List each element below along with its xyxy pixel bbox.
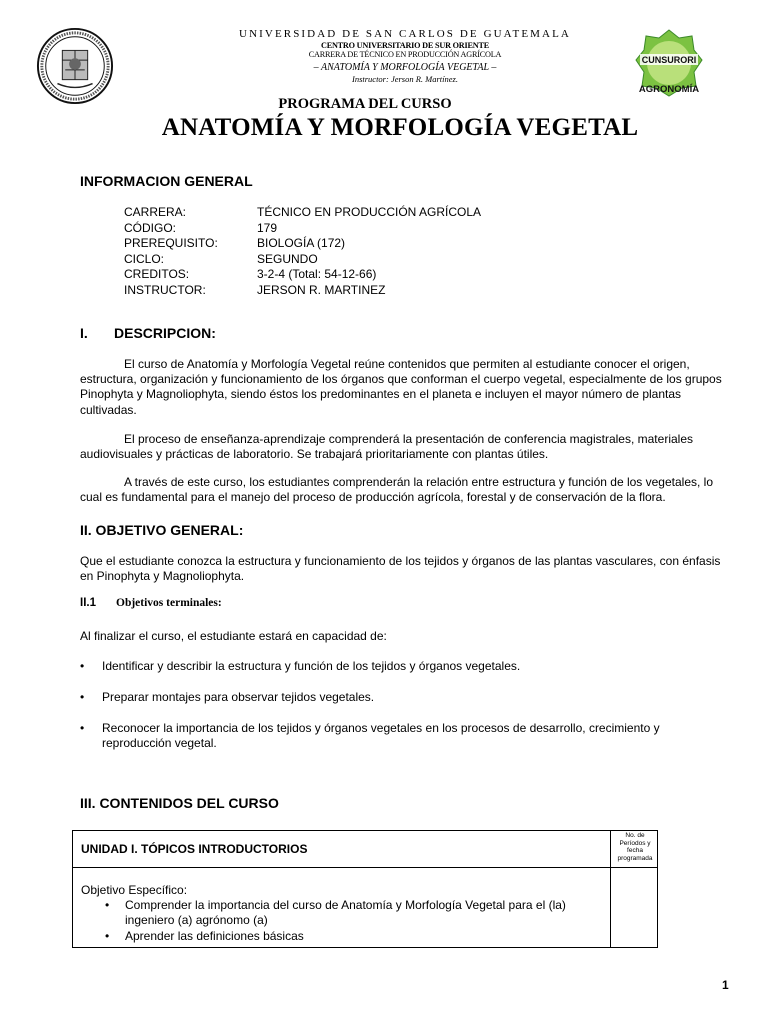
description-paragraph: A través de este curso, los estudiantes comprenderán la relación entre estructura y función de los vegetales, lo cual es fundamental para el manejo del proceso de producción agrícola, forestal y de conservación de la flora. (80, 475, 713, 505)
instructor-header: Instructor: Jerson R. Martínez. (351, 74, 458, 84)
center-name: CENTRO UNIVERSITARIO DE SUR ORIENTE (320, 41, 489, 50)
info-key: CARRERA: (124, 205, 187, 219)
info-value: 179 (257, 220, 278, 235)
university-name: UNIVERSIDAD DE SAN CARLOS DE GUATEMALA (239, 28, 571, 40)
info-value: BIOLOGÍA (172) (257, 236, 346, 250)
unit-title: UNIDAD I. TÓPICOS INTRODUCTORIOS (81, 842, 308, 856)
table-divider (73, 867, 657, 868)
subsection-title: Objetivos terminales: (116, 597, 222, 609)
contents-heading: III. CONTENIDOS DEL CURSO (80, 795, 279, 811)
info-key: CREDITOS: (124, 267, 190, 281)
logo-text-bottom: AGRONOMÍA (638, 84, 700, 95)
info-key: CICLO: (124, 251, 165, 266)
info-row-ciclo (124, 252, 481, 268)
info-key: CÓDIGO: (124, 220, 177, 235)
general-info-heading: INFORMACION GENERAL (80, 173, 253, 189)
section-title: DESCRIPCION: (114, 325, 216, 341)
list-item (80, 659, 720, 674)
logo-text-top: CUNSURORI (641, 55, 697, 65)
section-number: I. (80, 325, 88, 341)
program-label: PROGRAMA DEL CURSO (278, 96, 452, 112)
info-key: INSTRUCTOR: (124, 282, 206, 297)
info-value: 3-2-4 (Total: 54-12-66) (257, 267, 377, 281)
career-name: CARRERA DE TÉCNICO EN PRODUCCIÓN AGRÍCOLA (308, 50, 502, 59)
info-value: SEGUNDO (257, 251, 318, 266)
periods-header: No. de Períodos y fecha programada (617, 832, 653, 862)
table-list-item-text: Aprender las definiciones básicas (125, 929, 304, 943)
subsection-number: II.1 (80, 597, 96, 609)
bullet-icon: • (105, 898, 110, 912)
general-info-list (124, 205, 481, 298)
unit-table (72, 830, 658, 948)
info-row-carrera (124, 205, 481, 221)
table-list-item-text: Comprender la importancia del curso de Anatomía y Morfología Vegetal para el (la) ingeniero (a) agrónomo (a) (125, 898, 566, 928)
info-value: TÉCNICO EN PRODUCCIÓN AGRÍCOLA (257, 205, 482, 219)
info-row-creditos (124, 267, 481, 283)
bullet-icon: • (80, 690, 85, 704)
list-item (80, 690, 720, 705)
info-row-instructor (124, 283, 481, 299)
table-list-item (105, 898, 605, 928)
list-item (80, 721, 720, 751)
bullet-icon: • (105, 929, 110, 943)
course-header: – ANATOMÍA Y MORFOLOGÍA VEGETAL – (313, 62, 497, 73)
info-key: PREREQUISITO: (124, 236, 218, 250)
info-value: JERSON R. MARTINEZ (257, 282, 386, 297)
university-seal-icon (36, 27, 114, 105)
description-heading (80, 325, 216, 341)
objective-text: Que el estudiante conozca la estructura y funcionamiento de los tejidos y órganos de las plantas vasculares, con énfasis en Pinophyta y Magnoliophyta. (80, 554, 721, 584)
info-row-codigo (124, 221, 481, 237)
objectives-intro: Al finalizar el curso, el estudiante estará en capacidad de: (80, 629, 387, 643)
bullet-icon: • (80, 659, 85, 673)
list-item-text: Identificar y describir la estructura y función de los tejidos y órganos vegetales. (102, 659, 521, 673)
bullet-icon: • (80, 721, 85, 735)
description-paragraph: El curso de Anatomía y Morfología Vegetal reúne contenidos que permiten al estudiante conocer el origen, estructura, organización y funcionamiento de los órganos que conforman el cuerpo vegetal, especialmente de los grupos Pinophyta y Magnoliophyta, siendo éstos los predominantes en el planeta e incluyen el mayor número de plantas cultivadas. (80, 357, 722, 417)
info-row-prerequisito (124, 236, 481, 252)
specific-objective-label: Objetivo Específico: (81, 883, 188, 897)
list-item-text: Preparar montajes para observar tejidos vegetales. (102, 690, 375, 704)
page-title: ANATOMÍA Y MORFOLOGÍA VEGETAL (161, 114, 639, 141)
objective-heading: II. OBJETIVO GENERAL: (80, 522, 244, 538)
table-list-item (105, 929, 605, 944)
description-paragraph: El proceso de enseñanza-aprendizaje comprenderá la presentación de conferencia magistrales, materiales audiovisuales y prácticas de laboratorio. Se trabajará prioritariamente con plantas útiles. (80, 432, 693, 462)
cunsurori-agronomia-logo-icon (634, 28, 704, 98)
page-number: 1 (722, 978, 729, 992)
terminal-objectives-heading (80, 597, 222, 609)
list-item-text: Reconocer la importancia de los tejidos y órganos vegetales en los procesos de desarrollo, crecimiento y reproducción vegetal. (102, 721, 660, 751)
table-divider (610, 831, 611, 947)
